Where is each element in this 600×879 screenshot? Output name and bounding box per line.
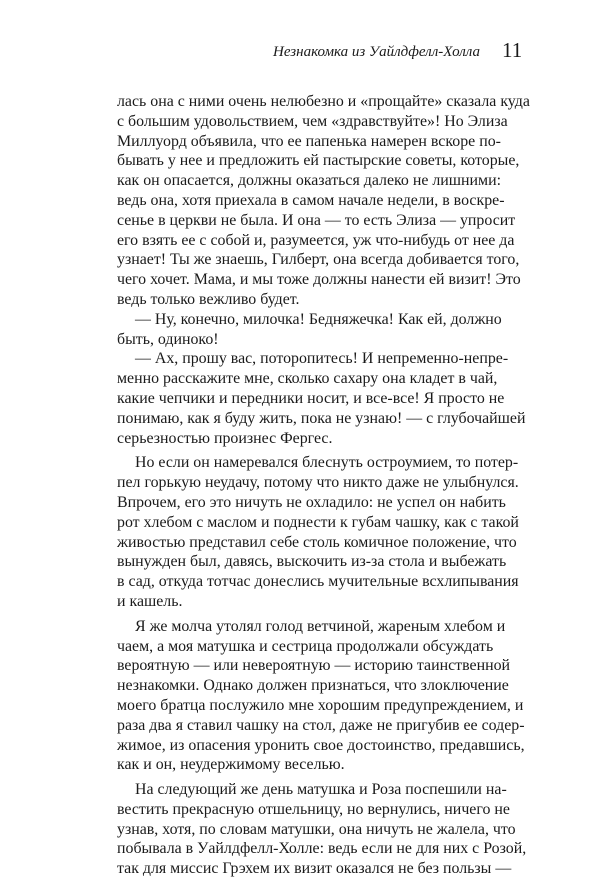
running-header: Незнакомка из Уайлдфелл-Холла [272,44,480,60]
text-line: менно расскажите мне, сколько сахару она кладет в чай, [117,370,498,388]
text-line: вероятную — или невероятную — историю таинственной [117,657,511,675]
text-line: бывать у нее и предложить ей пастырские советы, которые, [117,152,520,170]
text-line: серьезностью произнес Фергес. [117,429,333,447]
text-line: — Ну, конечно, милочка! Бедняжечка! Как ей, должно [135,310,502,328]
text-line: ведь только вежливо будет. [117,290,300,308]
text-line: раза два я ставил чашку на стол, даже не пригубив ее содер- [117,716,525,734]
text-line: так для миссис Грэхем их визит оказался не без пользы — [117,860,512,878]
text-line: сенье в церкви не была. И она — то есть Элиза — упросит [117,211,516,229]
text-line: с большим удовольствием, чем «здравствуйте»! Но Элиза [117,112,508,130]
text-line: живостью представил себе столь комичное положение, что [117,533,517,551]
text-line: моего братца послужило мне хорошим предупреждением, и [117,696,524,714]
text-line: Я же молча утолял голод ветчиной, жареным хлебом и [135,617,506,635]
text-line: вынужден был, давясь, выскочить из-за стола и выбежать [117,553,507,571]
text-line: узнав, хотя, по словам матушки, она ничуть не жалела, что [117,820,516,838]
text-line: Но если он намеревался блеснуть остроумием, то потер- [135,454,519,472]
body-text [117,92,530,879]
text-line: пел горькую неудачу, потому что никто даже не улыбнулся. [117,474,519,492]
text-line: быть, одиноко! [117,330,219,348]
text-line: какие чепчики и передники носит, и все-все! Я просто не [117,389,505,407]
text-line: и кашель. [117,592,183,610]
text-line: его взять ее с собой и, разумеется, уж что-нибудь от нее да [117,231,515,249]
text-line: — Ах, прошу вас, поторопитесь! И непременно-непре- [135,350,509,368]
text-line: в сад, откуда тотчас донеслись мучительные всхлипывания [117,573,519,591]
text-line: лась она с ними очень нелюбезно и «прощайте» сказала куда [117,93,530,110]
text-line: как он опасается, должны оказаться далеко не лишними: [117,172,502,190]
text-line: вестить прекрасную отшельницу, но вернулись, ничего не [117,800,510,818]
text-line: как и он, неудержимому веселью. [117,756,345,774]
text-line: ведь она, хотя приехала в самом начале недели, в воскре- [117,191,505,209]
text-line: понимаю, как я буду жить, пока не узнаю! — с глубочайшей [117,409,526,427]
text-line: рот хлебом с маслом и поднести к губам чашку, как с такой [117,513,519,531]
text-line: жимое, из опасения уронить свое достоинство, предавшись, [117,736,525,754]
text-line: чего хочет. Мама, и мы тоже должны нанести ей визит! Это [117,271,521,289]
text-line: незнакомки. Однако должен признаться, что злоключение [117,677,509,695]
text-line: побывала в Уайлдфелл-Холле: ведь если не для них с Розой, [117,840,527,858]
text-line: чаем, а моя матушка и сестрица продолжали обсуждать [117,637,494,655]
text-line: На следующий же день матушка и Роза поспешили на- [135,781,507,799]
text-line: Миллуорд объявила, что ее папенька намерен вскоре по- [117,132,501,150]
page-number: 11 [502,38,523,62]
text-line: Впрочем, его это ничуть не охладило: не успел он набить [117,493,506,511]
text-line: узнает! Ты же знаешь, Гилберт, она всегда добивается того, [117,251,520,269]
